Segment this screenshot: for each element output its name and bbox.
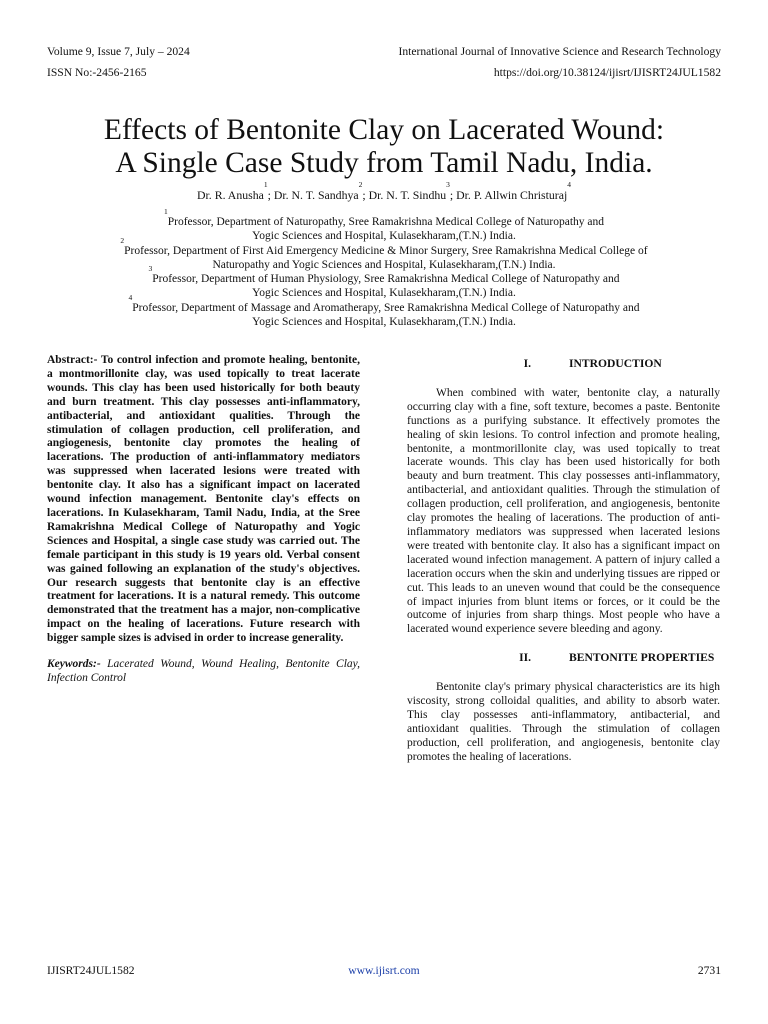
author: Dr. N. T. Sindhu$^3$;: [368, 180, 457, 202]
section-title: INTRODUCTION: [569, 357, 662, 370]
footer-paper-id: IJISRT24JUL1582: [47, 964, 135, 977]
right-column: [407, 354, 720, 779]
affiliation: $^3$Professor, Department of Human Physiology, Sree Ramakrishna Medical College of Naturopathy and Yogic Sciences and Hospital, Kulasekharam,(T.N.) India.: [148, 264, 620, 300]
journal-name: International Journal of Innovative Science and Research Technology: [398, 45, 721, 58]
author: Dr. R. Anusha$^1$;: [197, 180, 274, 202]
footer-website-link: [0, 964, 768, 978]
body-paragraph: Bentonite clay's primary physical characteristics are its high viscosity, strong colloidal qualities, and ability to absorb water. This clay possesses anti-inflammatory, antibacterial, and antioxidant qualities. Through the stimulation of collagen production, cell proliferation, and angiogenesis, bentonite clay promotes the healing of lacerations.: [407, 681, 720, 763]
doi-link[interactable]: https://doi.org/10.38124/ijisrt/IJISRT24JUL1582: [493, 66, 721, 79]
left-column: [47, 354, 360, 686]
affiliation-list: [40, 207, 728, 329]
section-number: II.: [519, 651, 531, 665]
body-paragraph: When combined with water, bentonite clay, a naturally occurring clay with a fine, soft texture, becomes a paste. Bentonite functions as a purifying substance. It effectively promotes the healing of skin lesions. To control infection and promote healing, bentonite, a montmorillonite clay, was used topically to treat lacerate wounds. This clay has been used historically for both beauty and burn treatment. This clay possesses anti-inflammatory, antibacterial, and antioxidant qualities. Through the stimulation of collagen production, cell proliferation, and angiogenesis, bentonite clay promotes the healing of lacerations. The production of anti-inflammatory mediators was suppressed when lacerated lesions were treated with bentonite clay. It also has a significant impact on lacerated wound infection management. A pattern of injury called a laceration occurs when the skin and underlying tissues are ripped or cut. This leads to an uneven wound that could be the consequence of impact injuries from blunt items or forces, or it could be the outcome of injuries from sharp things. Most people who have a lacerated wound experience severe bleeding and agony.: [407, 386, 720, 636]
section-heading: [407, 651, 720, 665]
keywords-label: Keywords:-: [47, 658, 101, 671]
volume-info: Volume 9, Issue 7, July – 2024: [47, 45, 190, 58]
affiliation: $^1$Professor, Department of Naturopathy, Sree Ramakrishna Medical College of Naturopathy and Yogic Sciences and Hospital, Kulasekharam,(T.N.) India.: [163, 207, 605, 243]
affiliation: $^4$Professor, Department of Massage and Aromatherapy, Sree Ramakrishna Medical College of Naturopathy and Yogic Sciences and Hospital, Kulasekharam,(T.N.) India.: [128, 292, 640, 329]
author: Dr. N. T. Sandhya$^2$;: [273, 180, 369, 202]
title-line-2: A Single Case Study from Tamil Nadu, India.: [115, 146, 653, 179]
author: Dr. P. Allwin Christuraj$^4$: [456, 180, 571, 202]
section-title: BENTONITE PROPERTIES: [569, 651, 715, 665]
website-link[interactable]: www.ijisrt.com: [348, 964, 420, 977]
page-number: 2731: [697, 964, 721, 977]
author-list: [40, 180, 728, 203]
section-heading: [407, 357, 720, 371]
paper-title: [40, 114, 728, 180]
issn: ISSN No:-2456-2165: [47, 66, 147, 79]
title-line-1: Effects of Bentonite Clay on Lacerated Wound:: [103, 113, 665, 146]
keywords-text: Lacerated Wound, Wound Healing, Bentonite Clay, Infection Control: [47, 658, 360, 684]
section-number: I.: [523, 357, 531, 370]
abstract: Abstract:- To control infection and promote healing, bentonite, a montmorillonite clay, was used topically to treat lacerate wounds. This clay has been used historically for both beauty and burn treatment. This clay possesses anti-inflammatory, antibacterial, and antioxidant qualities. Through the stimulation of collagen production, cell proliferation, and angiogenesis, bentonite clay promotes the healing of lacerations. The production of anti-inflammatory mediators was suppressed when lacerated lesions were treated with bentonite clay. It also has a significant impact on lacerated wound infection management. Bentonite clay's effects on lacerations. In Kulasekharam, Tamil Nadu, India, at the Sree Ramakrishna Medical College of Naturopathy and Yogic Sciences and Hospital, a single case study was carried out. The female participant in this study is 19 years old. Verbal consent was gained following an explanation of the study's objectives. Our research suggests that bentonite clay is an effective treatment for lacerations. It is a natural remedy. This outcome demonstrated that the treatment has a major, non-complicative impact on the healing of lacerations. Future research with bigger sample sizes is advised in order to increase generality.: [47, 354, 360, 645]
affiliation: $^2$Professor, Department of First Aid Emergency Medicine & Minor Surgery, Sree Ramakrishna Medical College of Naturopathy and Yogic Sciences and Hospital, Kulasekharam,(T.N.) India.: [120, 235, 648, 271]
keywords: [47, 658, 360, 686]
